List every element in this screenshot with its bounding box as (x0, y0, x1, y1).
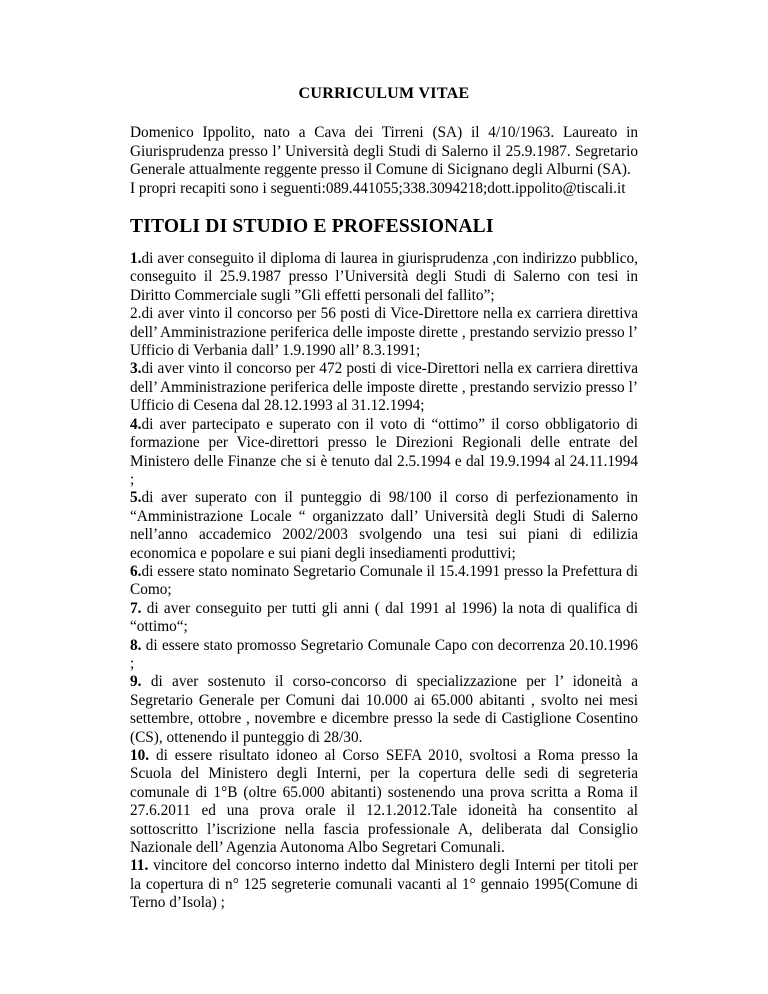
list-item (130, 489, 638, 563)
list-item (130, 600, 638, 637)
item-text: di aver vinto il concorso per 472 posti di vice-Direttori nella ex carriera direttiva dell’ Amministrazione periferica delle imposte dirette , prestando servizio presso l’ Ufficio di Cesena dal 28.12.1993 al 31.12.1994; (130, 360, 638, 415)
item-text: di aver sostenuto il corso-concorso di specializzazione per l’ idoneità a Segretario Generale per Comuni dai 10.000 ai 65.000 abitanti , svolto nei mesi settembre, ottobre , novembre e dicembre presso la sede di Castiglione Cosentino (CS), ottenendo il punteggio di 28/30. (130, 673, 638, 746)
section-title: TITOLI DI STUDIO E PROFESSIONALI (130, 216, 494, 238)
item-text: di essere stato promosso Segretario Comunale Capo con decorrenza 20.10.1996 ; (130, 636, 638, 672)
item-number: 6. (130, 562, 142, 580)
item-number: 1. (130, 250, 142, 268)
item-text: di aver vinto il concorso per 56 posti di Vice-Direttore nella ex carriera direttiva dell’ Amministrazione periferica delle imposte dirette , prestando servizio presso l’ Ufficio di Verbania dall’ 1.9.1990 all’ 8.3.1991; (130, 305, 638, 360)
contact-line: I propri recapiti sono i seguenti:089.441055;338.3094218;dott.ippolito@tiscali.it (130, 179, 626, 197)
item-number: 4. (130, 415, 142, 433)
list-item (130, 250, 638, 305)
item-text: di aver partecipato e superato con il voto di “ottimo” il corso obbligatorio di formazione per Vice-direttori presso le Direzioni Regionali delle entrate del Ministero delle Finanze che si è tenuto dal 2.5.1994 e dal 19.9.1994 al 24.11.1994 ; (130, 415, 638, 488)
list-item (130, 747, 638, 857)
item-number: 9. (130, 673, 142, 691)
list-item (130, 857, 638, 912)
item-number: 5. (130, 489, 142, 507)
list-item (130, 305, 638, 360)
item-number: 10. (130, 747, 150, 764)
item-number: 3. (130, 360, 142, 378)
item-number: 7. (130, 599, 142, 617)
item-text: vincitore del concorso interno indetto dal Ministero degli Interni per titoli per la copertura di n° 125 segreterie comunali vacanti al 1° gennaio 1995(Comune di Terno d’Isola) ; (130, 857, 638, 912)
item-text: di essere stato nominato Segretario Comunale il 15.4.1991 presso la Prefettura di Como; (130, 562, 638, 599)
intro-paragraph: Domenico Ippolito, nato a Cava dei Tirreni (SA) il 4/10/1963. Laureato in Giurisprudenza presso l’ Università degli Studi di Salerno il 25.9.1987. Segretario Generale attualmente reggente presso il Comune di Sicignano degli Alburni (SA). (130, 124, 638, 179)
item-text: di aver conseguito per tutti gli anni ( dal 1991 al 1996) la nota di qualifica di “ottimo“; (130, 599, 638, 636)
titles-list (130, 250, 638, 913)
intro-block (130, 124, 638, 198)
document-title: CURRICULUM VITAE (298, 85, 470, 102)
item-text: di aver superato con il punteggio di 98/100 il corso di perfezionamento in “Amministrazione Locale “ organizzato dall’ Università degli Studi di Salerno nell’anno accademico 2002/2003 svolgendo una tesi sui piani di edilizia economica e popolare e sui piani degli insediamenti produttivi; (130, 489, 638, 562)
list-item (130, 637, 638, 674)
list-item (130, 416, 638, 490)
list-item (130, 360, 638, 415)
item-number: 11. (130, 857, 149, 875)
item-number: 2. (130, 305, 142, 323)
item-number: 8. (130, 636, 142, 654)
item-text: di aver conseguito il diploma di laurea in giurisprudenza ,con indirizzo pubblico, conseguito il 25.9.1987 presso l’Università degli Studi di Salerno con tesi in Diritto Commerciale sugli ”Gli effetti personali del fallito”; (130, 250, 638, 304)
list-item (130, 563, 638, 600)
item-text: di essere risultato idoneo al Corso SEFA 2010, svoltosi a Roma presso la Scuola del Ministero degli Interni, per la copertura delle sedi di segreteria comunale di 1°B (oltre 65.000 abitanti) sostenendo una prova scritta a Roma il 27.6.2011 ed una prova orale il 12.1.2012.Tale idoneità ha consentito al sottoscritto l’iscrizione nella fascia professionale A, deliberata dal Consiglio Nazionale dell’ Agenzia Autonoma Albo Segretari Comunali. (130, 747, 638, 857)
list-item (130, 673, 638, 747)
